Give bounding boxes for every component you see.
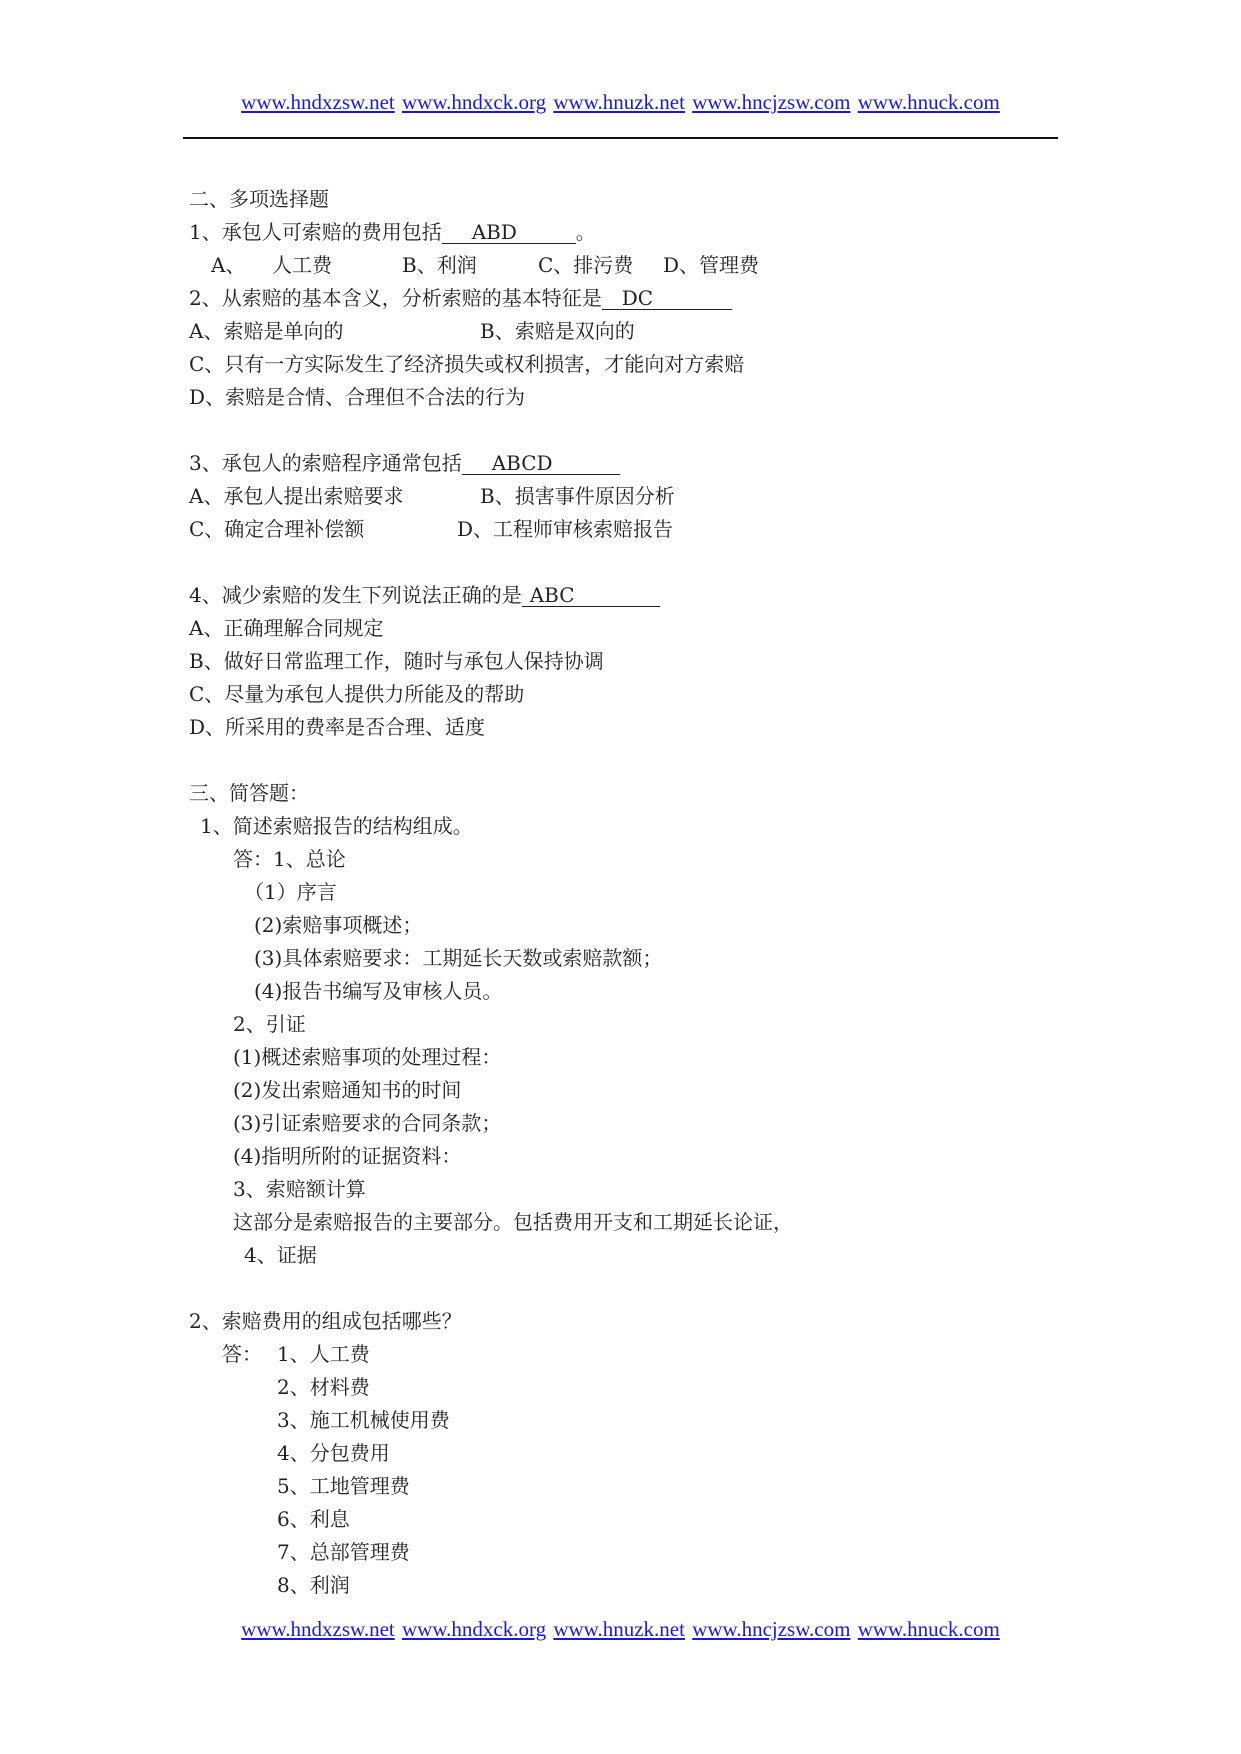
footer-links (0, 1617, 1241, 1642)
sq2-item-3: 3、施工机械使用费 (277, 1408, 450, 1432)
sq2-item-8: 8、利润 (277, 1573, 350, 1597)
header-link-4[interactable]: www.hncjzsw.com (692, 90, 851, 114)
sq1-line-12: 这部分是索赔报告的主要部分。包括费用开支和工期延长论证， (233, 1210, 793, 1234)
q4-option-a: A、正确理解合同规定 (189, 616, 384, 640)
sq2-item-1: 1、人工费 (277, 1342, 370, 1366)
q2-answer: DC (602, 287, 732, 310)
footer-link-5[interactable]: www.hnuck.com (857, 1617, 1000, 1641)
q1-option-a (211, 253, 245, 277)
q3-stem-text: 3、承包人的索赔程序通常包括 (189, 451, 462, 475)
q2-option-a: A、索赔是单向的 (189, 319, 344, 343)
sq1-line-2: （1）序言 (244, 880, 337, 904)
q4-answer: ABC (522, 584, 660, 607)
section3-title: 三、简答题： (189, 781, 309, 805)
q3-option-c: C、确定合理补偿额 (189, 517, 365, 541)
q1-option-c: C、排污费 (538, 253, 634, 277)
footer-link-4[interactable]: www.hncjzsw.com (692, 1617, 851, 1641)
sq1-stem: 1、简述索赔报告的结构组成。 (200, 814, 473, 838)
sq1-line-7: (1)概述索赔事项的处理过程： (233, 1045, 502, 1069)
header-divider (183, 137, 1058, 139)
q4-stem-text: 4、减少索赔的发生下列说法正确的是 (189, 583, 522, 607)
q4-option-c: C、尽量为承包人提供力所能及的帮助 (189, 682, 525, 706)
q3-answer: ABCD (462, 452, 620, 475)
q1-tail: 。 (575, 220, 596, 244)
q4-option-b: B、做好日常监理工作，随时与承包人保持协调 (189, 649, 604, 673)
q2-stem (189, 286, 732, 310)
q1-answer: ABD (442, 221, 576, 244)
sq2-item-2: 2、材料费 (277, 1375, 370, 1399)
q2-stem-text: 2、从索赔的基本含义，分析索赔的基本特征是 (189, 286, 602, 310)
sq2-item-4: 4、分包费用 (277, 1441, 390, 1465)
sq1-line-10: (4)指明所附的证据资料： (233, 1144, 462, 1168)
q1-stem (189, 220, 596, 244)
q1-option-b: B、利润 (402, 253, 477, 277)
header-link-1[interactable]: www.hndxzsw.net (241, 90, 395, 114)
sq1-line-11: 3、索赔额计算 (233, 1177, 366, 1201)
sq1-line-1: 答：1、总论 (233, 847, 346, 871)
sq2-item-7: 7、总部管理费 (277, 1540, 410, 1564)
header-link-3[interactable]: www.hnuzk.net (553, 90, 685, 114)
q2-option-b: B、索赔是双向的 (480, 319, 635, 343)
sq2-item-5: 5、工地管理费 (277, 1474, 410, 1498)
header-links (0, 90, 1241, 115)
sq1-line-13: 4、证据 (244, 1243, 317, 1267)
footer-link-3[interactable]: www.hnuzk.net (553, 1617, 685, 1641)
q1-stem-text: 1、承包人可索赔的费用包括 (189, 220, 442, 244)
q3-option-a: A、承包人提出索赔要求 (189, 484, 404, 508)
sq1-line-4: (3)具体索赔要求：工期延长天数或索赔款额； (254, 946, 663, 970)
sq1-line-9: (3)引证索赔要求的合同条款； (233, 1111, 502, 1135)
q4-option-d: D、所采用的费率是否合理、适度 (189, 715, 486, 739)
q4-stem (189, 583, 660, 607)
sq1-line-6: 2、引证 (233, 1012, 306, 1036)
footer-link-1[interactable]: www.hndxzsw.net (241, 1617, 395, 1641)
header-link-2[interactable]: www.hndxck.org (402, 90, 547, 114)
q1-option-a-text: 人工费 (272, 253, 332, 277)
q1-option-a-label: A、 (211, 253, 246, 277)
sq1-line-8: (2)发出索赔通知书的时间 (233, 1078, 462, 1102)
q2-option-d: D、索赔是合情、合理但不合法的行为 (189, 385, 526, 409)
q3-stem (189, 451, 620, 475)
sq2-item-6: 6、利息 (277, 1507, 350, 1531)
q3-option-b: B、损害事件原因分析 (480, 484, 675, 508)
sq1-line-3: (2)索赔事项概述； (254, 913, 423, 937)
q1-option-d: D、管理费 (663, 253, 760, 277)
header-link-5[interactable]: www.hnuck.com (857, 90, 1000, 114)
footer-link-2[interactable]: www.hndxck.org (402, 1617, 547, 1641)
q2-option-c: C、只有一方实际发生了经济损失或权利损害，才能向对方索赔 (189, 352, 745, 376)
sq2-stem: 2、索赔费用的组成包括哪些？ (189, 1309, 462, 1333)
sq1-line-5: (4)报告书编写及审核人员。 (254, 979, 503, 1003)
sq2-answer-label: 答： (222, 1342, 262, 1366)
section2-title: 二、多项选择题 (189, 187, 329, 211)
q3-option-d: D、工程师审核索赔报告 (457, 517, 674, 541)
